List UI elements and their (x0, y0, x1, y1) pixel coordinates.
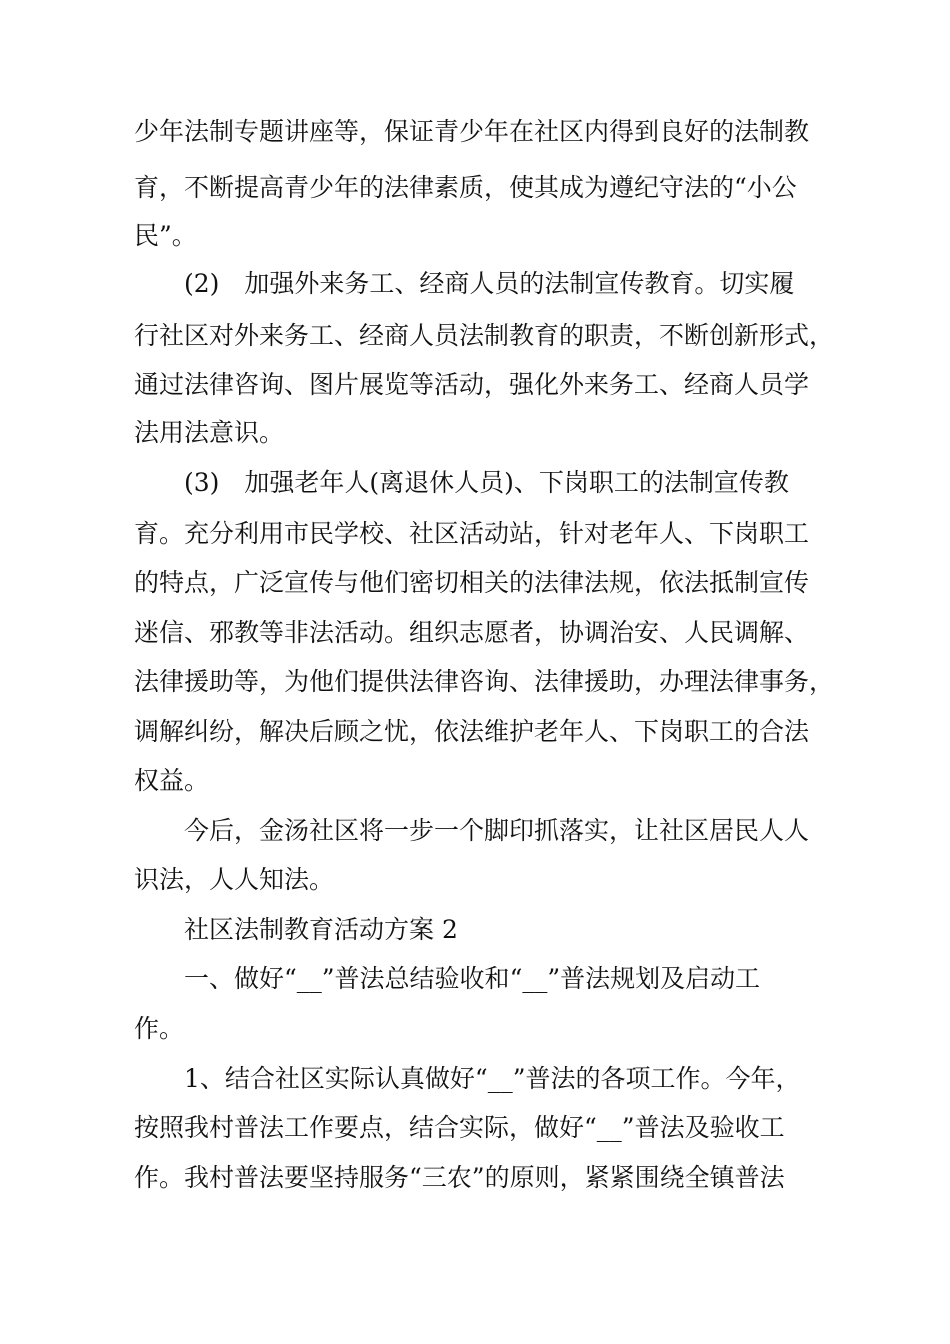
text-line: 作。 (134, 1014, 185, 1043)
text-line: 权益。 (134, 766, 210, 795)
text-line: 今后，金汤社区将一步一个脚印抓落实，让社区居民人人 (184, 816, 810, 845)
text-line: 行社区对外来务工、经商人员法制教育的职责，不断创新形式， (134, 321, 835, 350)
text-line: 作。我村普法要坚持服务“三农”的原则，紧紧围绕全镇普法 (134, 1163, 785, 1192)
text-line: 一、做好“__”普法总结验收和“__”普法规划及启动工 (184, 964, 761, 993)
text-line: 法用法意识。 (134, 418, 285, 447)
section-title: 社区法制教育活动方案 2 (184, 915, 458, 944)
text-line: 少年法制专题讲座等，保证青少年在社区内得到良好的法制教 (134, 117, 810, 146)
text-line: (2) 加强外来务工、经商人员的法制宣传教育。切实履 (184, 269, 795, 298)
text-line: 调解纠纷，解决后顾之忧，依法维护老年人、下岗职工的合法 (134, 717, 810, 746)
text-line: 通过法律咨询、图片展览等活动，强化外来务工、经商人员学 (134, 370, 810, 399)
text-line: 迷信、邪教等非法活动。组织志愿者，协调治安、人民调解、 (134, 618, 810, 647)
text-line: 1、结合社区实际认真做好“__”普法的各项工作。今年， (184, 1064, 801, 1093)
text-line: 法律援助等，为他们提供法律咨询、法律援助，办理法律事务， (134, 667, 835, 696)
text-line: 识法，人人知法。 (134, 865, 335, 894)
text-line: 育。充分利用市民学校、社区活动站，针对老年人、下岗职工 (134, 519, 810, 548)
text-line: 的特点，广泛宣传与他们密切相关的法律法规，依法抵制宣传 (134, 568, 810, 597)
text-line: 育，不断提高青少年的法律素质，使其成为遵纪守法的“小公 (134, 173, 797, 202)
text-line: (3) 加强老年人(离退休人员)、下岗职工的法制宣传教 (184, 468, 789, 497)
text-line: 民”。 (134, 221, 197, 250)
text-line: 按照我村普法工作要点，结合实际，做好“__”普法及验收工 (134, 1113, 785, 1142)
